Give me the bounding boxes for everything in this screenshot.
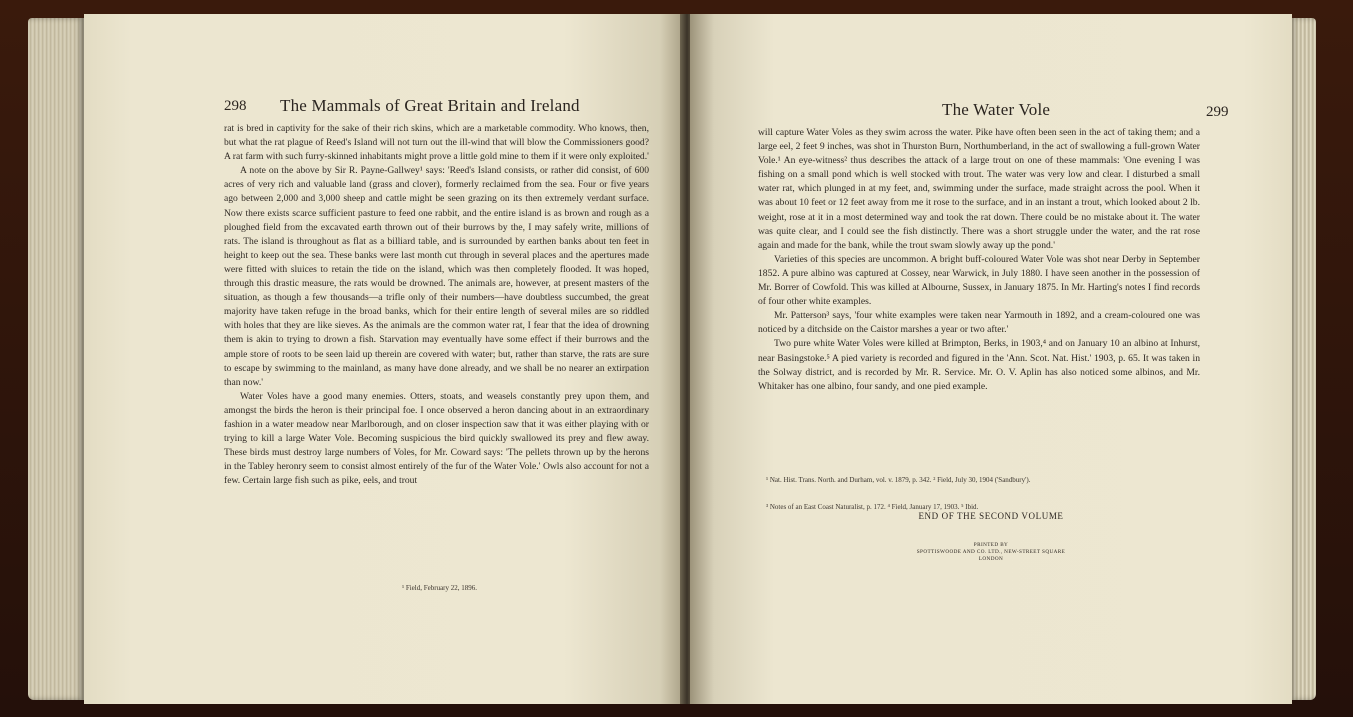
footnote-line: ³ Notes of an East Coast Naturalist, p. 172. ⁴ Field, January 17, 1903. ⁵ Ibid. [766,503,979,511]
paragraph: Two pure white Water Voles were killed at Brimpton, Berks, in 1903,⁴ and on January 10 an albino at Inhurst, near Basingstoke.⁵ A pied variety is recorded and figured in the 'Ann. Scot. Nat. Hist.' 1903, p. 65. It was taken in the Solway district, and is recorded by Mr. R. Service. Mr. O. V. Aplin has also noticed some albinos, and Mr. Whitaker has one albino, four sandy, and one pied example. [758,338,1200,392]
paragraph: Mr. Patterson³ says, 'four white examples were taken near Yarmouth in 1892, and a cream-coloured one was noticed by a ditchside on the Caistor marshes a year or two after.' [758,310,1200,336]
right-body-text [758,126,1200,394]
printer-imprint [690,542,1292,563]
left-running-head: The Mammals of Great Britain and Ireland [280,96,580,115]
page-edges-left [28,18,84,700]
left-page-number: 298 [224,98,247,114]
right-page-number: 299 [1206,104,1229,120]
imprint-line: PRINTED BY [973,542,1009,548]
paragraph: Varieties of this species are uncommon. A bright buff-coloured Water Vole was shot near Derby in September 1852. A pure albino was captured at Cossey, near Warwick, in July 1880. I have seen another in the possession of Mr. Borrer of Cowfold. This was killed at Albourne, Sussex, in January 1875. In Mr. Harting's notes I find records of four other white examples. [758,253,1200,308]
left-footnote: ¹ Field, February 22, 1896. [402,584,478,592]
paragraph: rat is bred in captivity for the sake of their rich skins, which are a marketable commodity. Who knows, then, but what the rat plague of Reed's Island will not turn out the ill-wind that will blow the Commissioners good? A rat farm with such furry-skinned inhabitants might prove a little gold mine to them if it were only exploited.' [224,123,649,163]
footnote-line: ¹ Nat. Hist. Trans. North. and Durham, vol. v. 1879, p. 342. ² Field, July 30, 1904 ('Sandbury'). [766,476,1031,484]
paragraph: will capture Water Voles as they swim across the water. Pike have often been seen in the act of taking them; and a large eel, 2 feet 9 inches, was shot in Thurston Burn, Northumberland, in the act of swallowing a full-grown Water Vole.¹ An eye-witness² thus describes the attack of a large trout on one of these mammals: 'One evening I was fishing on a small pond which is well stocked with trout. The water was very low and clear. I disturbed a small water rat, which plunged in at my feet, and, swimming under the surface, made straight across the pool. When it was about 10 feet or 12 feet away from me it rose to the surface, and in an instant a trout, which looked about 2 lb. weight, rose at it in a most determined way and took the rat down. There could be no mistake about it. The water was quite clear, and I could see the fish distinctly. There was a short struggle under the water, and the rat rose again and made for the bank, while the trout swam slowly away up the pond.' [758,127,1200,251]
end-of-volume: END OF THE SECOND VOLUME [918,511,1064,521]
imprint-line: SPOTTISWOODE AND CO. LTD., NEW-STREET SQUARE [916,549,1066,555]
left-body-text [224,122,649,488]
paragraph: Water Voles have a good many enemies. Otters, stoats, and weasels constantly prey upon them, and amongst the birds the heron is their principal foe. I once observed a heron dancing about in an extraordinary fashion in a water meadow near Marlborough, and on closer inspection saw that it was either playing with or trying to kill a large Water Vole. Becoming suspicious the bird quickly swallowed its prey and flew away. These birds must destroy large numbers of Voles, for Mr. Coward says: 'The pellets thrown up by the herons in the Tabley heronry seem to consist almost entirely of the fur of the Water Vole.' Owls also account for not a few. Certain large fish such as pike, eels, and trout [224,390,649,487]
right-page [690,14,1292,704]
imprint-line: LONDON [978,556,1004,562]
page-edges-right [1290,18,1316,700]
paragraph: A note on the above by Sir R. Payne-Gallwey¹ says: 'Reed's Island consists, or rather did consist, of 600 acres of very rich and valuable land (grass and clover), formerly reclaimed from the sea. Four or five years ago between 2,000 and 3,000 sheep and cattle might be seen grazing on its then extremely verdant surface. Now there exists scarce sufficient pasture to feed one rabbit, and the entire island is as brown and rough as a ploughed field from the excavated earth thrown out of their burrows by the, I may safely write, millions of rats. The island is throughout as flat as a billiard table, and is surrounded by earthen banks about ten feet in height to keep out the sea. These banks were last month cut through in several places and the apertures made were fitted with sluices to retain the tide on the island, which was then completely flooded. It was hoped, through this drastic measure, the rats would be drowned. The animals are, however, at present masters of the situation, as though a few thousands—a trifle only of their numbers—have doubtless succumbed, the great majority have taken refuge in the broad banks, which for their entire length of several miles are so riddled with holes that they are like sieves. As the animals are the common water rat, I fear that the idea of drowning them is akin to trying to drown a fish. Starvation may eventually have some effect if their burrows and the ample store of roots to be seen laid up therein are covered with water; but, rather than starve, the rats are sure to escape by swimming to the mainland, as many have done already, and we shall be no nearer an extirpation than now.' [224,165,649,388]
left-page [84,14,684,704]
right-running-head: The Water Vole [942,100,1051,119]
